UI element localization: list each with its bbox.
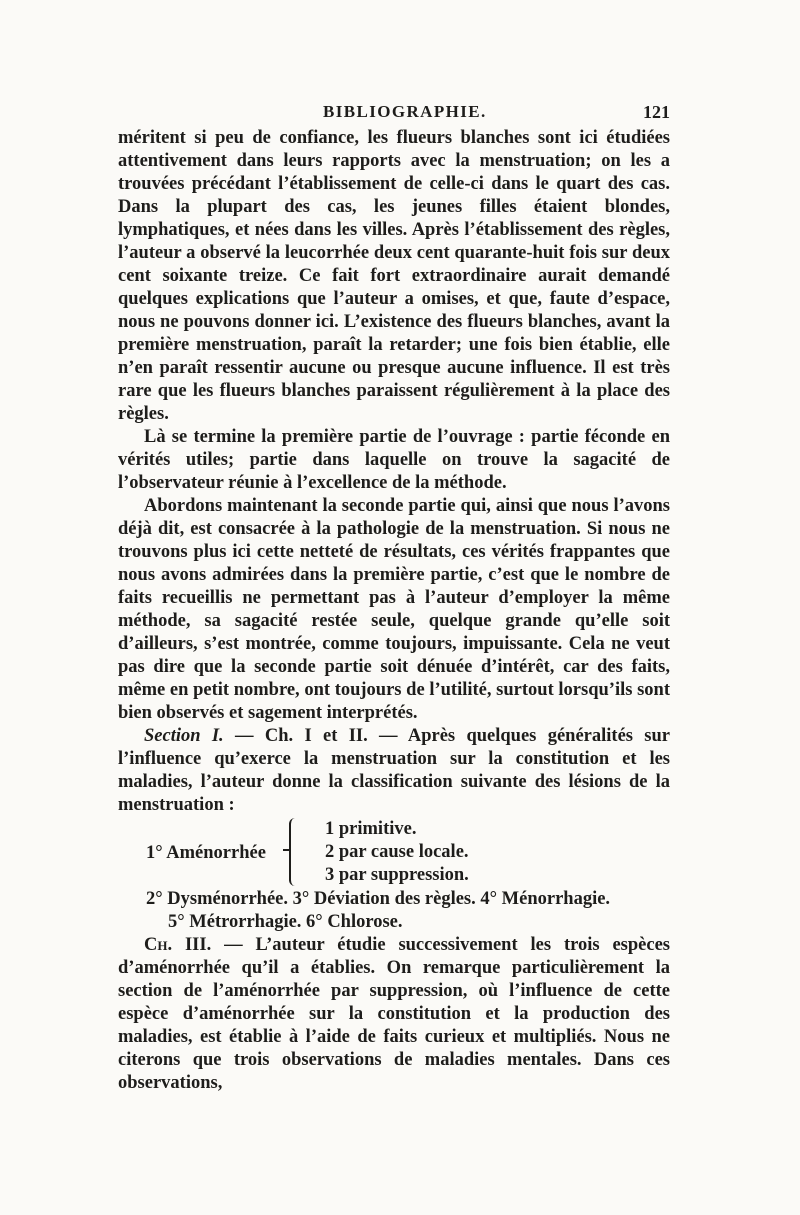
menstruation-classification <box>118 818 670 888</box>
chapter-three-label: Ch. III. <box>144 935 212 955</box>
amenorrhea-type-primitive: 1 primitive. <box>325 819 417 839</box>
amenorrhea-type-local: 2 par cause locale. <box>325 842 469 862</box>
classification-brace-icon <box>289 818 301 886</box>
chapter-three-text: — L’auteur étudie successivement les trois espèces d’aménorrhée qu’il a établies. On remarque particulièrement la section de l’aménorrhée par suppression, où l’influence de cette espèce d’aménorrhée sur la constitution et la production des maladies, est établie à l’aide de faits curieux et multipliés. Nous ne citerons que trois observations de maladies mentales. Dans ces observations, <box>118 935 670 1093</box>
paragraph-leucorrhea: méritent si peu de confiance, les flueurs blanches sont ici étudiées attentivement dans leurs rapports avec la menstruation; on les a trouvées précédant l’établissement de celle-ci dans le quart des cas. Dans la plupart des cas, les jeunes filles étaient blondes, lymphatiques, et nées dans les villes. Après l’établissement des règles, l’auteur a observé la leucorrhée deux cent quarante-huit fois sur deux cent soixante treize. Ce fait fort extraordinaire aurait demandé quelques explications que l’auteur a omises, et que, faute d’espace, nous ne pouvons donner ici. L’existence des flueurs blanches, avant la première menstruation, paraît la retarder; une fois bien établie, elle n’en paraît ressentir aucune ou presque aucune influence. Il est très rare que les flueurs blanches paraissent régulièrement à la place des règles. <box>118 128 670 424</box>
paragraph-first-part-conclusion: Là se termine la première partie de l’ouvrage : partie féconde en vérités utiles; partie dans laquelle on trouve la sagacité de l’observateur réunie à l’excellence de la méthode. <box>118 427 670 493</box>
page-body <box>118 127 670 1095</box>
section-label: Section I. <box>144 726 224 746</box>
page-number: 121 <box>643 102 670 122</box>
chapter-three-paragraph <box>118 934 670 1095</box>
section-chapters-text: — Ch. I et II. — Après quelques généralités sur l’influence qu’exerce la menstruation sur la constitution et les maladies, l’auteur donne la classification suivante des lésions de la menstruation : <box>118 726 671 815</box>
other-forms-line-2: 5° Métrorrhagie. 6° Chlorose. <box>168 912 403 932</box>
section-one-paragraph <box>118 725 670 817</box>
paragraph-second-part: Abordons maintenant la seconde partie qui, ainsi que nous l’avons déjà dit, est consacrée à la pathologie de la menstruation. Si nous ne trouvons plus ici cette netteté de résultats, ces vérités frappantes que nous avons admirées dans la première partie, c’est que le nombre de faits recueillis ne permettant pas à l’auteur d’employer la même méthode, sa sagacité restée seule, quelque grande qu’elle soit d’ailleurs, s’est montrée, comme toujours, impuissante. Cela ne veut pas dire que la seconde partie soit dénuée d’intérêt, car des faits, même en petit nombre, ont toujours de l’utilité, surtout lorsqu’ils sont bien observés et sagement interprétés. <box>118 496 670 723</box>
amenorrhea-types <box>325 818 469 887</box>
other-forms-line-1: 2° Dysménorrhée. 3° Déviation des règles. 4° Ménorrhagie. <box>146 889 611 909</box>
running-title: BIBLIOGRAPHIE. <box>323 102 487 121</box>
amenorrhea-type-suppression: 3 par suppression. <box>325 865 469 885</box>
page-header <box>118 102 670 126</box>
amenorrhea-label: 1° Aménorrhée <box>146 843 266 863</box>
